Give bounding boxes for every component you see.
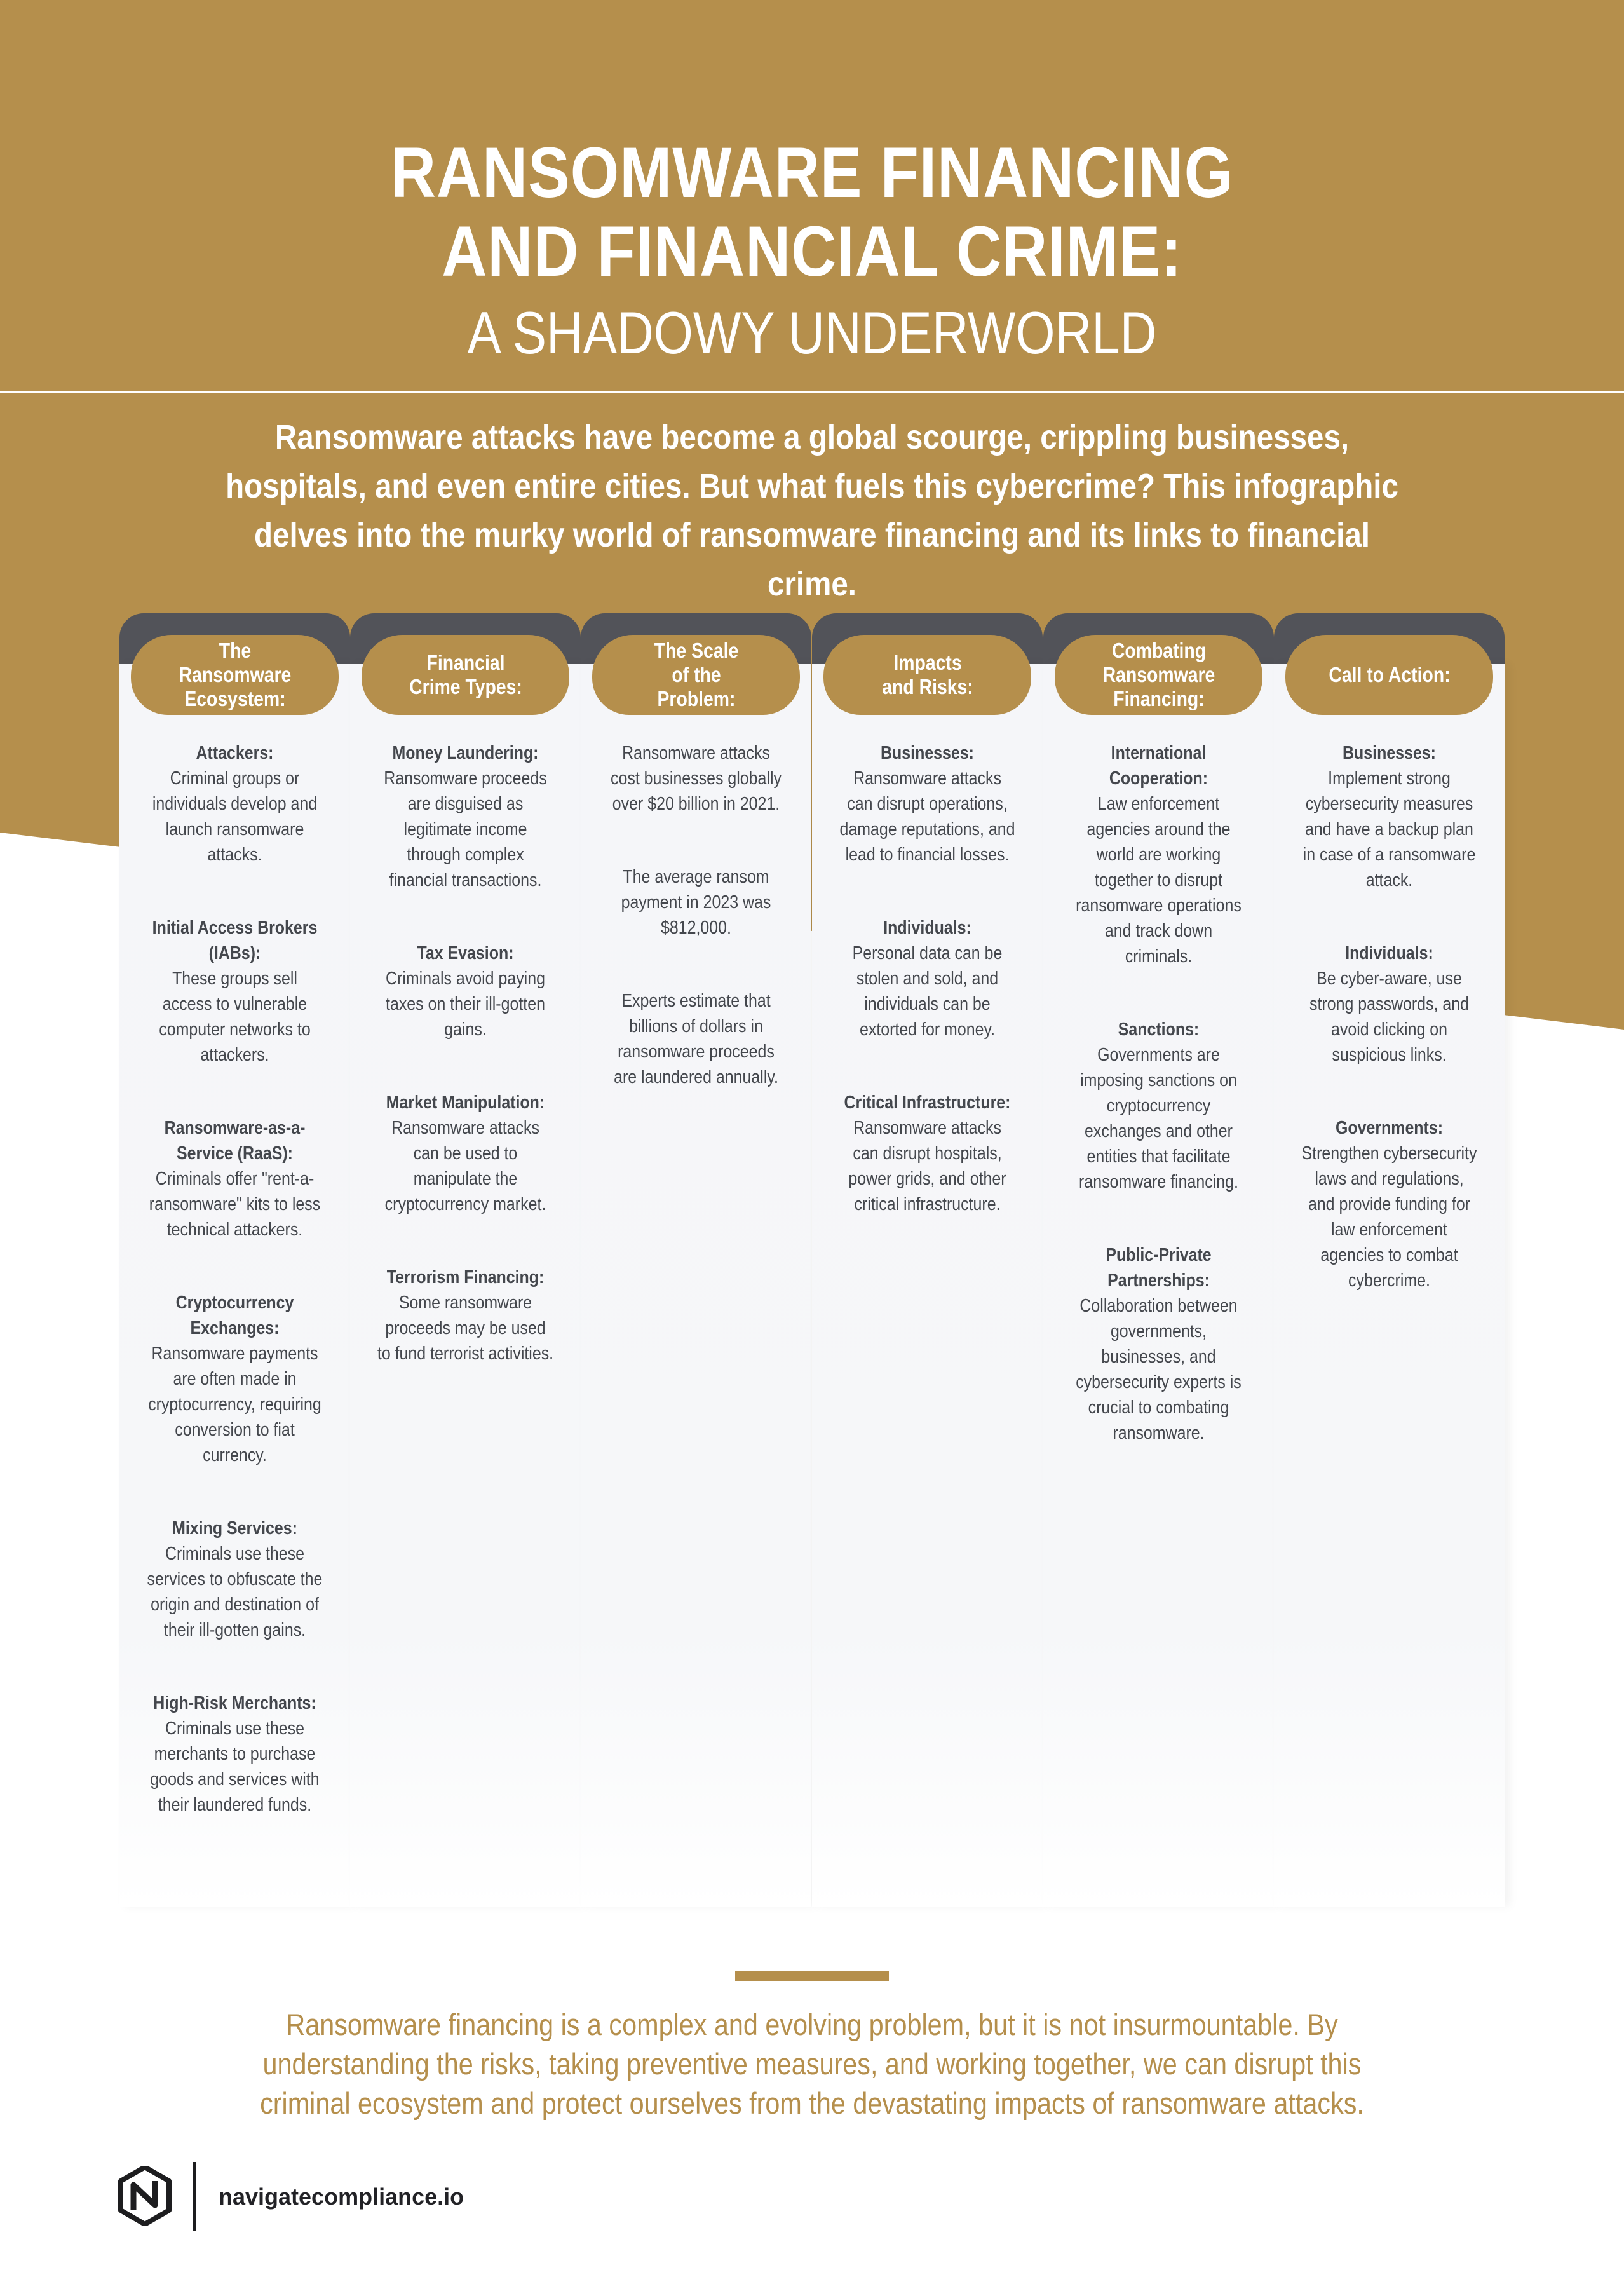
item-title: Individuals:	[1345, 943, 1433, 963]
item-title: International Cooperation:	[1109, 743, 1208, 789]
page-title-line-2: AND FINANCIAL CRIME:	[442, 212, 1182, 291]
item-title: Market Manipulation:	[386, 1092, 545, 1113]
column-header	[592, 635, 800, 715]
item-text: Ransomware attacks can disrupt hospitals, power grids, and other critical infrastructure.	[848, 1118, 1006, 1214]
column-item	[608, 988, 785, 1090]
column-item	[147, 1290, 323, 1468]
column-item	[1301, 740, 1478, 893]
column-item	[377, 740, 554, 893]
column-item	[1301, 1115, 1478, 1293]
column-header	[1285, 635, 1493, 715]
column-header-label: The Scale of the Problem:	[654, 639, 738, 710]
column-item	[839, 915, 1016, 1042]
item-text: These groups sell access to vulnerable computer networks to attackers.	[159, 969, 311, 1065]
column-header-label: Impacts and Risks:	[881, 651, 973, 698]
column-header-label: Call to Action:	[1328, 663, 1451, 686]
item-text: Ransomware proceeds are disguised as legitimate income through complex financial transactions.	[384, 768, 547, 890]
item-text: Strengthen cybersecurity laws and regulations, and provide funding for law enforcement agencies to combat cybercrime.	[1301, 1143, 1477, 1291]
item-text: The average ransom payment in 2023 was $812,000.	[621, 867, 771, 938]
column-item	[608, 864, 785, 941]
column-item	[147, 740, 323, 867]
column-item	[1071, 1017, 1247, 1195]
column-item	[147, 1516, 323, 1643]
item-text: Experts estimate that billions of dollars in ransomware proceeds are laundered annually.	[614, 991, 778, 1087]
item-title: Initial Access Brokers (IABs):	[152, 918, 318, 963]
item-title: Public-Private Partnerships:	[1106, 1245, 1212, 1291]
column-item	[1301, 941, 1478, 1068]
column-ecosystem	[119, 613, 350, 1907]
column-impacts	[812, 613, 1043, 1907]
column-item	[1071, 1242, 1247, 1446]
column-crime-types	[350, 613, 581, 1907]
item-text: Collaboration between governments, businesses, and cybersecurity experts is crucial to combating ransomware.	[1076, 1296, 1242, 1443]
column-header	[362, 635, 569, 715]
columns-container	[119, 613, 1505, 1907]
column-item	[377, 1265, 554, 1366]
footer-domain-link[interactable]: navigatecompliance.io	[219, 2184, 464, 2210]
closing-divider	[735, 1971, 889, 1981]
page-title-line-1: RANSOMWARE FINANCING	[390, 133, 1234, 212]
column-item	[147, 915, 323, 1068]
item-title: Sanctions:	[1118, 1019, 1200, 1040]
item-text: Some ransomware proceeds may be used to fund terrorist activities.	[377, 1293, 554, 1364]
item-title: Money Laundering:	[392, 743, 539, 763]
item-title: Businesses:	[1343, 743, 1436, 763]
column-header	[1055, 635, 1262, 715]
intro-text: Ransomware attacks have become a global scourge, crippling businesses, hospitals, and even entire cities. But what fuels this cybercrime? This infographic delves into the murky world of ransomware financing and its links to financial crime.	[226, 418, 1398, 603]
column-item	[377, 941, 554, 1042]
item-title: Tax Evasion:	[417, 943, 514, 963]
column-items	[363, 740, 568, 1366]
item-text: Criminals avoid paying taxes on their ill-gotten gains.	[386, 969, 545, 1040]
column-item	[839, 740, 1016, 867]
item-text: Criminal groups or individuals develop and launch ransomware attacks.	[152, 768, 318, 865]
item-text: Be cyber-aware, use strong passwords, and avoid clicking on suspicious links.	[1309, 969, 1469, 1065]
column-item	[839, 1090, 1016, 1217]
column-header	[131, 635, 339, 715]
column-item	[147, 1690, 323, 1818]
column-scale	[581, 613, 811, 1907]
column-item	[608, 740, 785, 817]
item-text: Ransomware attacks can be used to manipulate the cryptocurrency market.	[384, 1118, 546, 1214]
title-divider	[0, 391, 1624, 393]
item-text: Law enforcement agencies around the world are working together to disrupt ransomware operations and track down criminals.	[1076, 794, 1242, 967]
column-header-label: Financial Crime Types:	[409, 651, 522, 698]
column-items	[1056, 740, 1261, 1446]
column-items	[132, 740, 337, 1818]
item-title: Governments:	[1335, 1118, 1444, 1138]
column-header	[823, 635, 1031, 715]
item-text: Ransomware attacks cost businesses globally over $20 billion in 2021.	[611, 743, 782, 814]
item-text: Implement strong cybersecurity measures and have a backup plan in case of a ransomware attack.	[1303, 768, 1476, 890]
item-text: Criminals use these merchants to purchase goods and services with their laundered funds.	[150, 1718, 320, 1815]
item-title: High-Risk Merchants:	[153, 1693, 316, 1713]
item-text: Personal data can be stolen and sold, and individuals can be extorted for money.	[852, 943, 1003, 1040]
navigate-compliance-logo-icon	[118, 2166, 172, 2226]
column-items	[1287, 740, 1492, 1293]
item-title: Ransomware-as-a-Service (RaaS):	[164, 1118, 306, 1164]
item-text: Governments are imposing sanctions on cryptocurrency exchanges and other entities that facilitate ransomware financing.	[1079, 1045, 1238, 1192]
column-header-label: The Ransomware Ecosystem:	[179, 639, 291, 710]
item-text: Criminals offer "rent-a-ransomware" kits to less technical attackers.	[149, 1169, 321, 1240]
column-combating	[1043, 613, 1274, 1907]
title-block	[0, 133, 1624, 370]
column-items	[593, 740, 799, 1090]
item-title: Mixing Services:	[172, 1518, 297, 1539]
item-title: Critical Infrastructure:	[844, 1092, 1011, 1113]
page-subtitle: A SHADOWY UNDERWORLD	[467, 299, 1157, 366]
footer-separator	[193, 2162, 196, 2231]
item-title: Cryptocurrency Exchanges:	[175, 1293, 294, 1338]
column-item	[147, 1115, 323, 1242]
column-header-label: Combating Ransomware Financing:	[1102, 639, 1215, 710]
item-title: Terrorism Financing:	[386, 1267, 545, 1288]
item-title: Individuals:	[883, 918, 971, 938]
column-call-to-action	[1274, 613, 1505, 1907]
item-text: Ransomware payments are often made in cryptocurrency, requiring conversion to fiat currency.	[148, 1343, 321, 1465]
item-title: Businesses:	[881, 743, 974, 763]
item-title: Attackers:	[196, 743, 274, 763]
column-item	[377, 1090, 554, 1217]
column-item	[1071, 740, 1247, 969]
closing-text: Ransomware financing is a complex and evolving problem, but it is not insurmountable. By understanding the risks, taking preventive measures, and working together, we can disrupt this criminal ecosystem and protect ourselves from the devastating impacts of ransomware attacks.	[260, 2008, 1364, 2120]
item-text: Criminals use these services to obfuscate the origin and destination of their ill-gotten gains.	[147, 1544, 323, 1640]
column-items	[825, 740, 1030, 1217]
item-text: Ransomware attacks can disrupt operations, damage reputations, and lead to financial losses.	[839, 768, 1015, 865]
